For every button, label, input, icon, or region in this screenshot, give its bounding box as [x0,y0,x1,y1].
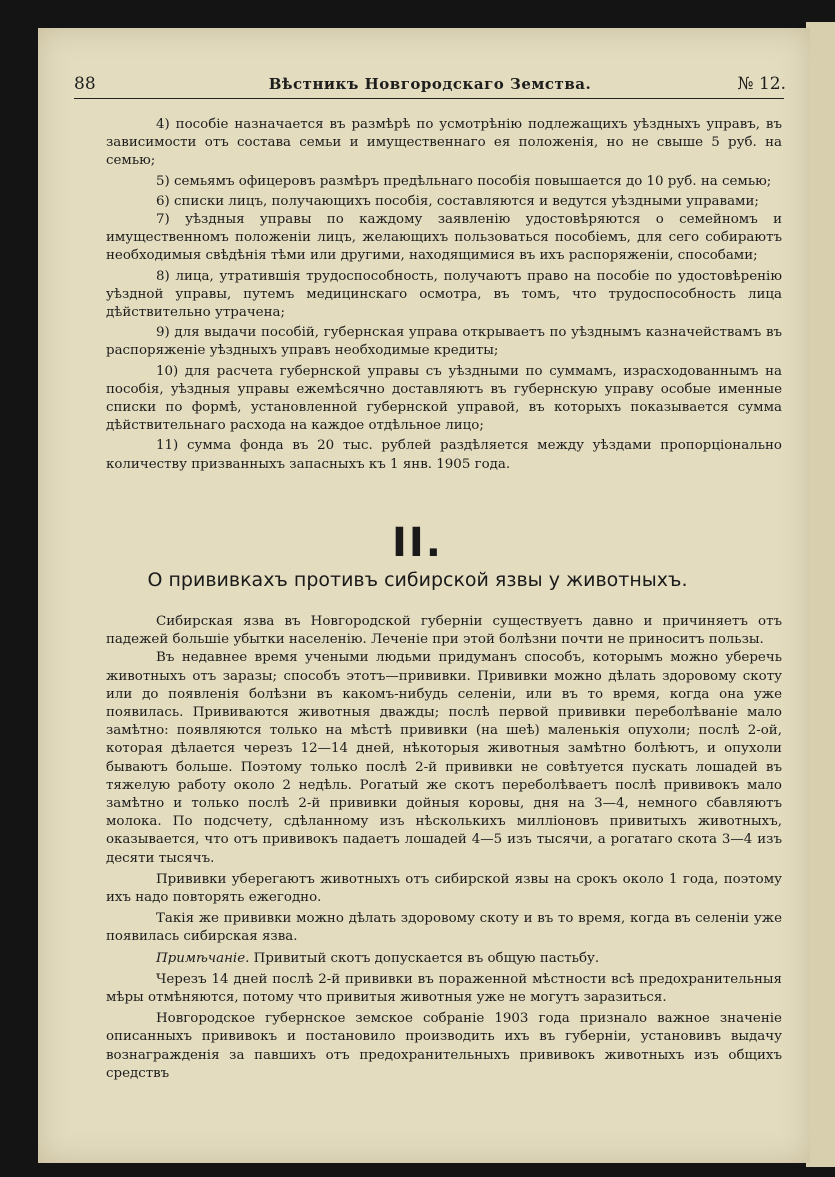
paragraph: Прививки уберегаютъ животныхъ отъ сибирской язвы на срокъ около 1 года, поэтому ихъ надо повторять ежегодно. [106,871,782,906]
list-item: 5) семьямъ офицеровъ размѣръ предѣльнаго пособія повышается до 10 руб. на семью; [156,173,772,189]
adjacent-page-edge [806,22,835,1167]
note-paragraph [106,950,782,968]
list-item: 4) пособіе назначается въ размѣрѣ по усмотрѣнію подлежащихъ уѣздныхъ управъ, въ зависимости отъ состава семьи и имущественнаго ея положенія, но не свыше 5 руб. на семью; [106,117,782,169]
note-label: Примѣчаніе. [156,950,250,966]
list-item: 10) для расчета губернской управы съ уѣздными по суммамъ, израсходованнымъ на пособія, уѣздныя управы ежемѣсячно доставляютъ въ губернскую управу особые именные списки по формѣ, установленной губернской управой, въ которыхъ показывается сумма дѣйствительнаго расхода на каждое отдѣльное лицо; [106,363,782,434]
note-text: Привитый скотъ допускается въ общую пастьбу. [253,950,600,966]
paragraph: Новгородское губернское земское собраніе 1903 года признало важное значеніе описанныхъ прививокъ и постановило производить ихъ въ губерніи, установивъ выдачу вознагражденія за павшихъ отъ предохранительныхъ прививокъ животныхъ изъ общихъ средствъ [106,1011,782,1081]
page-number: 88 [74,74,96,94]
list-item: 7) уѣздныя управы по каждому заявленію удостовѣряются о семейномъ и имущественномъ положеніи лицъ, желающихъ пользоваться пособіемъ, для сего собираютъ необходимыя свѣдѣнія тѣми или другими, находящимися въ ихъ распоряженіи, способами; [106,212,782,264]
list-item: 6) списки лицъ, получающихъ пособія, составляются и ведутся уѣздными управами; [156,193,759,209]
journal-title: Вѣстникъ Новгородскаго Земства. [268,75,592,93]
paragraph: Такія же прививки можно дѣлать здоровому скоту и въ то время, когда въ селеніи уже появилась сибирская язва. [106,911,782,945]
section-numeral: II. [392,520,443,566]
running-header [74,70,786,96]
header-rule [74,98,784,99]
list-item: 9) для выдачи пособій, губернская управа открываетъ по уѣзднымъ казначействамъ въ распоряженіе уѣздныхъ управъ необходимые кредиты; [106,325,782,359]
section-body [106,610,782,1083]
list-item: 11) сумма фонда въ 20 тыс. рублей раздѣляется между уѣздами пропорціонально количеству призванныхъ запасныхъ къ 1 янв. 1905 года. [106,438,782,472]
list-section [106,116,782,474]
paragraph: Въ недавнее время учеными людьми придуманъ способъ, которымъ можно уберечь животныхъ отъ заразы; способъ этотъ—прививки. Прививки можно дѣлать здоровому скоту или до появленія болѣзни въ какомъ-нибудь селеніи, или въ то время, когда она уже появилась. Прививаются животныя дважды; послѣ первой прививки переболѣваніе мало замѣтно: появляются только на мѣстѣ прививки (на шеѣ) маленькія опухоли; послѣ 2-ой, которая дѣлается черезъ 12—14 дней, нѣкоторыя животныя замѣтно болѣютъ, и опухоли бываютъ больше. Поэтому только послѣ 2-й прививки не совѣтуется пускать лошадей въ тяжелую работу около 2 недѣль. Рогатый же скотъ переболѣваетъ послѣ прививокъ мало замѣтно и только послѣ 2-й прививки дойныя коровы, дня на 3—4, немного сбавляютъ молока. По подсчету, сдѣланному изъ нѣсколькихъ милліоновъ привитыхъ животныхъ, оказывается, что отъ прививокъ падаетъ лошадей 4—5 изъ тысячи, а рогатаго скота 3—4 изъ десяти тысячъ. [106,650,782,866]
issue-number: № 12. [737,74,786,94]
section-title: О прививкахъ противъ сибирской язвы у животныхъ. [147,569,688,591]
list-item: 8) лица, утратившія трудоспособность, получаютъ право на пособіе по удостовѣренію уѣздной управы, путемъ медицинскаго осмотра, въ томъ, что трудоспособность лица дѣйствительно утрачена; [106,268,782,321]
paragraph: Сибирская язва въ Новгородской губерніи существуетъ давно и причиняетъ отъ падежей большіе убытки населенію. Леченіе при этой болѣзни почти не приноситъ пользы. [106,614,782,648]
paragraph: Черезъ 14 дней послѣ 2-й прививки въ пораженной мѣстности всѣ предохранительныя мѣры отмѣняются, потому что привитыя животныя уже не могутъ заразиться. [106,971,782,1006]
